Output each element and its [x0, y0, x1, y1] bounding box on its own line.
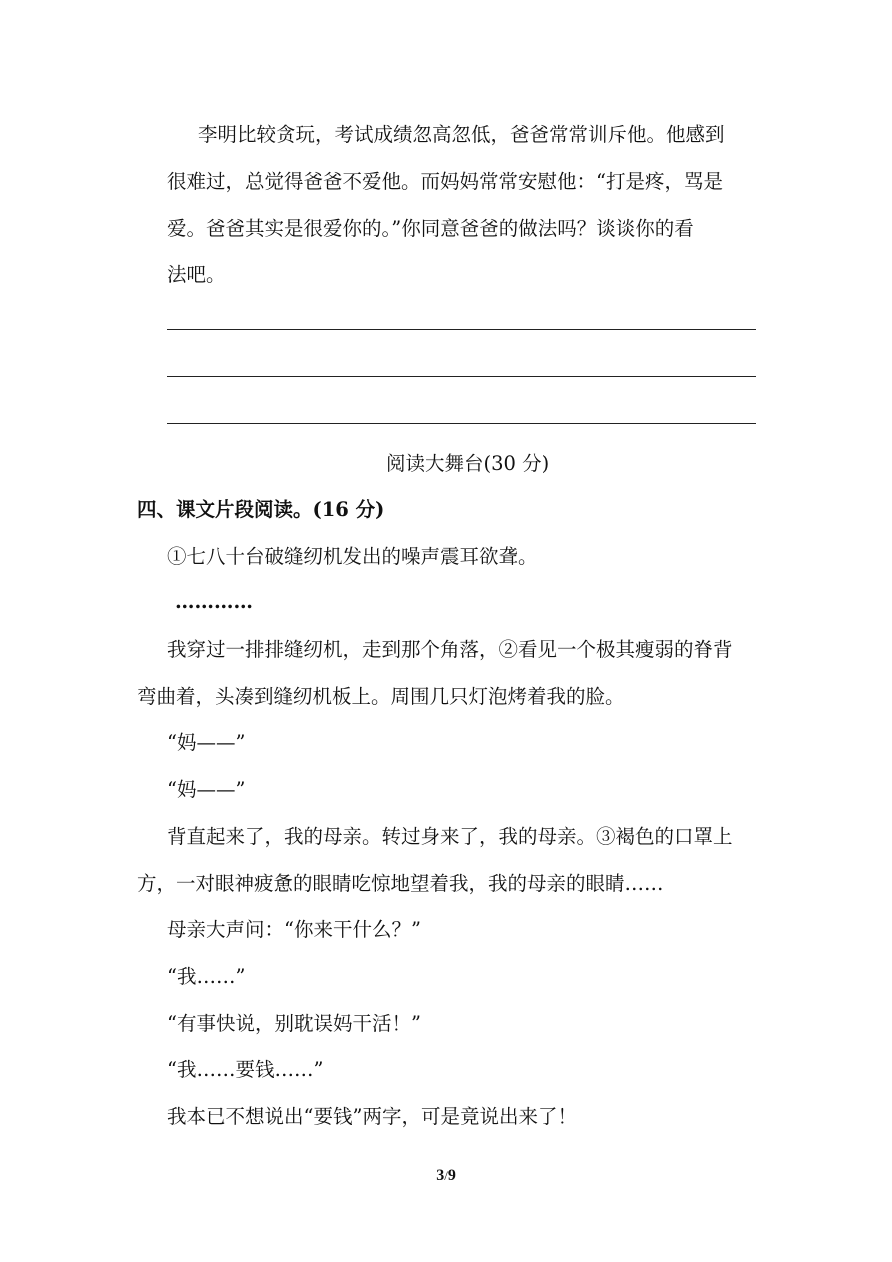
part-four-heading: 四、课文片段阅读。(16 分) — [137, 498, 385, 521]
page-number — [0, 1166, 892, 1186]
passage-line: “有事快说，别耽误妈干活！” — [167, 1012, 421, 1035]
passage-line: 我本已不想说出“要钱”两字，可是竟说出来了！ — [167, 1105, 577, 1128]
answer-line[interactable] — [167, 329, 756, 330]
passage-line: “妈——” — [167, 778, 246, 801]
passage-line: “妈——” — [167, 731, 246, 754]
answer-line[interactable] — [167, 376, 756, 377]
question-line-1: 李明比较贪玩，考试成绩忽高忽低，爸爸常常训斥他。他感到 — [198, 123, 725, 146]
passage-ellipsis: ………… — [175, 590, 253, 613]
passage-line: 我穿过一排排缝纫机，走到那个角落，②看见一个极其瘦弱的脊背 — [167, 638, 733, 661]
passage-line: ①七八十台破缝纫机发出的噪声震耳欲聋。 — [167, 545, 538, 568]
question-line-2: 很难过，总觉得爸爸不爱他。而妈妈常常安慰他：“打是疼，骂是 — [167, 170, 723, 193]
question-line-3: 爱。爸爸其实是很爱你的。”你同意爸爸的做法吗？谈谈你的看 — [167, 217, 694, 240]
passage-line: 背直起来了，我的母亲。转过身来了，我的母亲。③褐色的口罩上 — [167, 825, 733, 848]
passage-line: 方，一对眼神疲惫的眼睛吃惊地望着我，我的母亲的眼睛…… — [137, 872, 664, 895]
page-current: 3 — [436, 1167, 445, 1184]
question-line-4: 法吧。 — [167, 263, 226, 286]
passage-line: “我……要钱……” — [167, 1058, 324, 1081]
page-separator: / — [444, 1168, 448, 1183]
answer-line[interactable] — [167, 423, 756, 424]
passage-line: 弯曲着，头凑到缝纫机板上。周围几只灯泡烤着我的脸。 — [137, 685, 625, 708]
passage-line: 母亲大声问：“你来干什么？” — [167, 918, 421, 941]
section-title: 阅读大舞台(30 分) — [386, 452, 550, 475]
passage-line: “我……” — [167, 965, 246, 988]
page-total: 9 — [447, 1167, 456, 1184]
